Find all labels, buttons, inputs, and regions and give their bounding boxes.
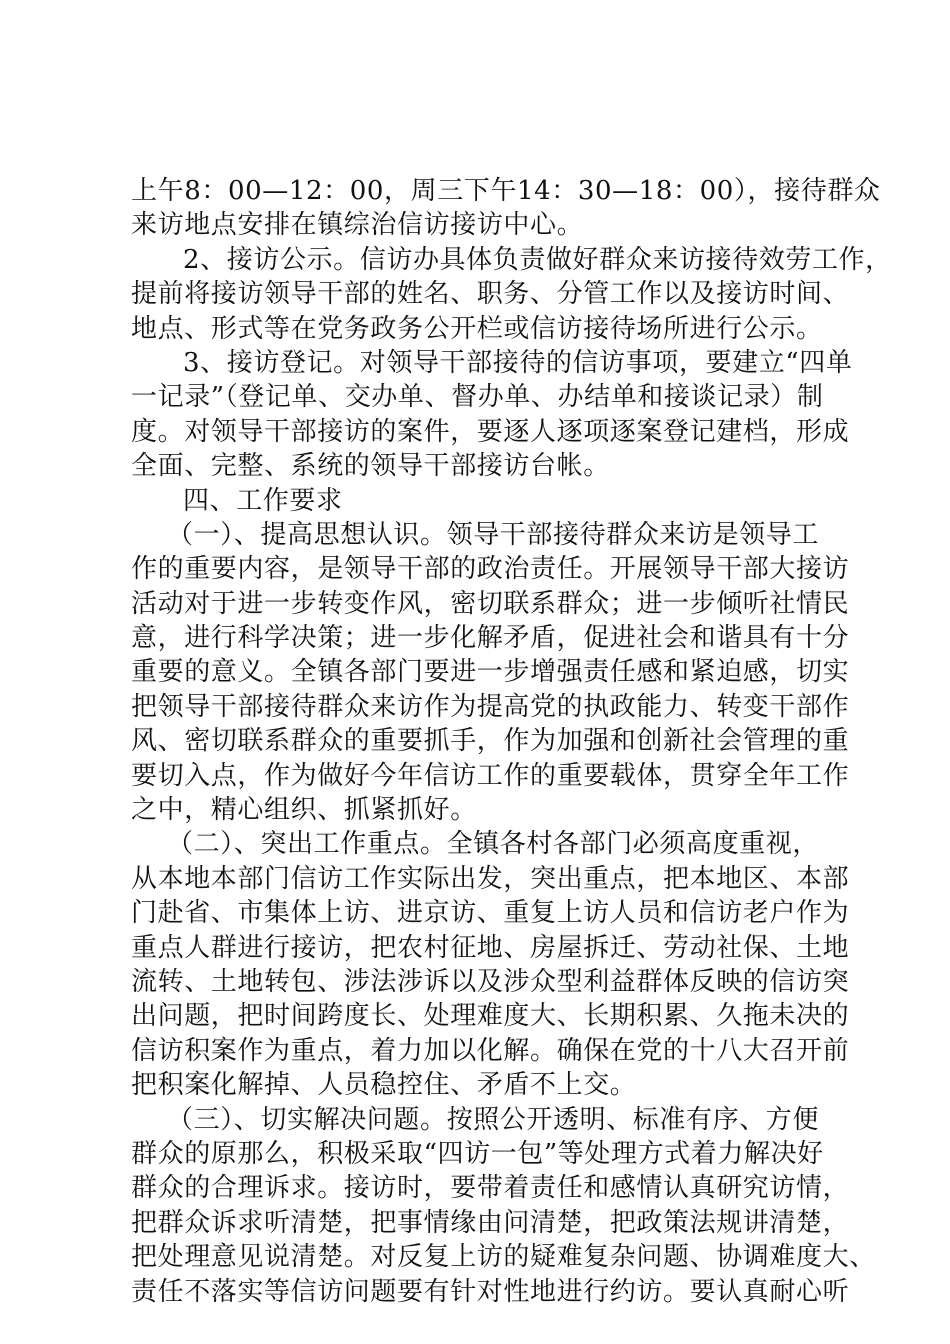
text-line: 全面、完整、系统的领导干部接访台帐。 bbox=[131, 451, 610, 482]
text-line: 作的重要内容，是领导干部的政治责任。开展领导干部大接访 bbox=[131, 554, 850, 585]
text-line: 地点、形式等在党务政务公开栏或信访接待场所进行公示。 bbox=[131, 313, 823, 344]
text-line: 把处理意见说清楚。对反复上访的疑难复杂问题、协调难度大、 bbox=[131, 1242, 876, 1273]
document-body bbox=[131, 174, 892, 1309]
text-line: （三）、切实解决问题。按照公开透明、标准有序、方便 bbox=[167, 1104, 820, 1135]
text-line: 重点人群进行接访，把农村征地、房屋拆迁、劳动社保、土地 bbox=[131, 932, 850, 963]
text-line: 把积案化解掉、人员稳控住、矛盾不上交。 bbox=[131, 1070, 637, 1101]
text-line: 度。对领导干部接访的案件，要逐人逐项逐案登记建档，形成 bbox=[131, 416, 850, 447]
text-line: 从本地本部门信访工作实际出发，突出重点，把本地区、本部 bbox=[131, 863, 850, 894]
text-line: 把领导干部接待群众来访作为提高党的执政能力、转变干部作 bbox=[131, 691, 850, 722]
text-line: 来访地点安排在镇综治信访接访中心。 bbox=[131, 210, 584, 241]
text-line: 群众的合理诉求。接访时，要带着责任和感情认真研究访情， bbox=[131, 1173, 850, 1204]
text-line: 2、接访公示。信访办具体负责做好群众来访接待效劳工作， bbox=[183, 244, 892, 275]
text-line: 出问题，把时间跨度长、处理难度大、长期积累、久拖未决的 bbox=[131, 1001, 850, 1032]
text-line: 上午8：00—12：00，周三下午14：30—18：00），接待群众 bbox=[131, 176, 881, 206]
section-heading: 四、工作要求 bbox=[183, 485, 343, 516]
text-line: 一记录”（登记单、交办单、督办单、办结单和接谈记录）制 bbox=[131, 382, 824, 413]
text-line: （二）、突出工作重点。全镇各村各部门必须高度重视， bbox=[167, 829, 820, 860]
text-line: 流转、土地转包、涉法涉诉以及涉众型利益群体反映的信访突 bbox=[131, 966, 850, 997]
text-line: 活动对于进一步转变作风，密切联系群众；进一步倾听社情民 bbox=[131, 588, 850, 619]
text-line: 重要的意义。全镇各部门要进一步增强责任感和紧迫感，切实 bbox=[131, 657, 850, 688]
text-line: （一）、提高思想认识。领导干部接待群众来访是领导工 bbox=[167, 519, 820, 550]
text-line: 意，进行科学决策；进一步化解矛盾，促进社会和谐具有十分 bbox=[131, 623, 850, 654]
text-line: 群众的原那么，积极采取“四访一包”等处理方式着力解决好 bbox=[131, 1138, 824, 1169]
text-line: 把群众诉求听清楚，把事情缘由问清楚，把政策法规讲清楚， bbox=[131, 1207, 850, 1238]
text-line: 门赴省、市集体上访、进京访、重复上访人员和信访老户作为 bbox=[131, 898, 850, 929]
text-line: 之中，精心组织、抓紧抓好。 bbox=[131, 795, 477, 826]
text-line: 风、密切联系群众的重要抓手，作为加强和创新社会管理的重 bbox=[131, 726, 850, 757]
text-line: 提前将接访领导干部的姓名、职务、分管工作以及接访时间、 bbox=[131, 279, 850, 310]
text-line: 3、接访登记。对领导干部接待的信访事项，要建立“四单 bbox=[183, 347, 853, 378]
text-line: 责任不落实等信访问题要有针对性地进行约访。要认真耐心听 bbox=[131, 1276, 850, 1307]
text-line: 信访积案作为重点，着力加以化解。确保在党的十八大召开前 bbox=[131, 1035, 850, 1066]
text-line: 要切入点，作为做好今年信访工作的重要载体，贯穿全年工作 bbox=[131, 760, 850, 791]
